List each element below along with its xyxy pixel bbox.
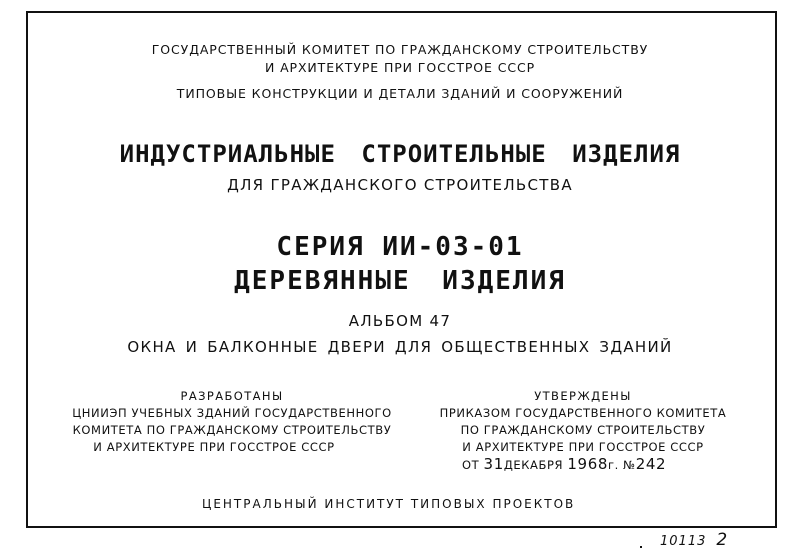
album-subject: ОКНА И БАЛКОННЫЕ ДВЕРИ ДЛЯ ОБЩЕСТВЕННЫХ ЗДАНИЙ bbox=[127, 338, 673, 356]
approved-heading: УТВЕРЖДЕНЫ bbox=[534, 389, 632, 403]
date-month: ДЕКАБРЯ bbox=[503, 458, 564, 472]
main-subtitle: ДЛЯ ГРАЖДАНСКОГО СТРОИТЕЛЬСТВА bbox=[227, 176, 573, 194]
developed-line-1: ЦНИИЭП УЧЕБНЫХ ЗДАНИЙ ГОСУДАРСТВЕННОГО bbox=[72, 406, 392, 420]
approved-line-1: ПРИКАЗОМ ГОСУДАРСТВЕННОГО КОМИТЕТА bbox=[439, 406, 727, 420]
institute-footer: ЦЕНТРАЛЬНЫЙ ИНСТИТУТ ТИПОВЫХ ПРОЕКТОВ bbox=[202, 497, 576, 511]
approved-by-block bbox=[428, 388, 738, 474]
developed-by-block bbox=[62, 388, 402, 456]
album-number: АЛЬБОМ 47 bbox=[348, 312, 452, 330]
developed-heading: РАЗРАБОТАНЫ bbox=[180, 389, 284, 403]
approval-date bbox=[428, 456, 738, 474]
sheet-page: 2 bbox=[716, 530, 729, 550]
developed-line-3: И АРХИТЕКТУРЕ ПРИ ГОССТРОЕ СССР bbox=[93, 440, 335, 454]
number-sign: № bbox=[623, 458, 636, 472]
scan-speck bbox=[640, 546, 642, 548]
series-code: СЕРИЯ ИИ-03-01 bbox=[276, 232, 524, 262]
main-title: ИНДУСТРИАЛЬНЫЕ СТРОИТЕЛЬНЫЕ ИЗДЕЛИЯ bbox=[119, 140, 681, 168]
date-prefix: ОТ bbox=[462, 458, 480, 472]
approved-line-2: ПО ГРАЖДАНСКОМУ СТРОИТЕЛЬСТВУ bbox=[460, 423, 706, 437]
committee-line-2: И АРХИТЕКТУРЕ ПРИ ГОССТРОЕ СССР bbox=[264, 60, 536, 75]
committee-line-1: ГОСУДАРСТВЕННЫЙ КОМИТЕТ ПО ГРАЖДАНСКОМУ СТРОИТЕЛЬСТВУ bbox=[151, 42, 649, 57]
collection-title: ТИПОВЫЕ КОНСТРУКЦИИ И ДЕТАЛИ ЗДАНИЙ И СООРУЖЕНИЙ bbox=[176, 86, 624, 101]
date-day: 31 bbox=[483, 455, 504, 473]
sheet-code: 10113 bbox=[660, 534, 707, 549]
year-suffix: г. bbox=[607, 458, 619, 472]
approved-line-3: И АРХИТЕКТУРЕ ПРИ ГОССТРОЕ СССР bbox=[462, 440, 704, 454]
sheet-number bbox=[660, 530, 728, 550]
order-number: 242 bbox=[635, 455, 667, 473]
series-name: ДЕРЕВЯННЫЕ ИЗДЕЛИЯ bbox=[234, 266, 566, 296]
developed-line-2: КОМИТЕТА ПО ГРАЖДАНСКОМУ СТРОИТЕЛЬСТВУ bbox=[72, 423, 392, 437]
date-year: 1968 bbox=[567, 455, 608, 473]
